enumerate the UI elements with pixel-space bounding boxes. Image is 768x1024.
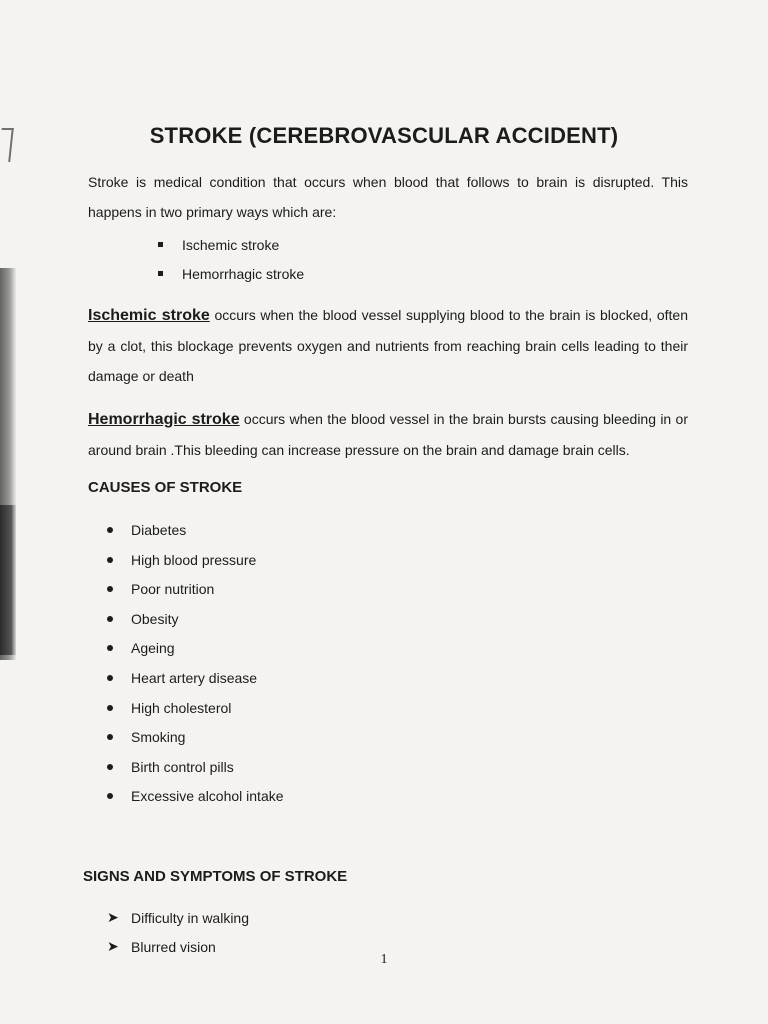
bullet-icon xyxy=(107,527,113,533)
list-item xyxy=(107,522,284,552)
bullet-icon xyxy=(107,675,113,681)
list-item-label: Birth control pills xyxy=(131,758,234,775)
list-item xyxy=(107,910,249,939)
square-bullet-icon xyxy=(158,271,163,276)
list-item xyxy=(107,700,284,730)
list-item-label: Poor nutrition xyxy=(131,581,215,598)
list-item-label: Heart artery disease xyxy=(131,669,258,686)
intro-paragraph: Stroke is medical condition that occurs when blood that follows to brain is disrupted. This happens in two primary ways which are: xyxy=(88,174,688,220)
list-item-label: Excessive alcohol intake xyxy=(131,788,284,805)
list-item-label: High cholesterol xyxy=(131,699,232,716)
bullet-icon xyxy=(107,616,113,622)
list-item xyxy=(107,581,284,611)
list-item-label: Obesity xyxy=(131,610,179,627)
list-item-label: High blood pressure xyxy=(131,551,257,568)
bullet-icon xyxy=(107,793,113,799)
list-item xyxy=(107,788,284,804)
list-item xyxy=(107,552,284,582)
causes-heading: CAUSES OF STROKE xyxy=(88,479,243,496)
list-item xyxy=(107,729,284,759)
ischemic-term: Ischemic stroke xyxy=(88,307,210,324)
list-item-label: Difficulty in walking xyxy=(131,910,250,926)
bullet-icon xyxy=(107,557,113,563)
ischemic-description: occurs when the blood vessel supplying blood to the brain is blocked, often by a clot, this blockage prevents oxygen and nutrients from reaching brain cells leading to their damage or death xyxy=(88,307,688,384)
hemorrhagic-description: occurs when the blood vessel in the brain bursts causing bleeding in or around brain .This bleeding can increase pressure on the brain and damage brain cells. xyxy=(88,411,688,458)
page-number: 1 xyxy=(380,952,388,967)
list-item-label: Blurred vision xyxy=(131,938,216,955)
list-item xyxy=(107,670,284,700)
ischemic-paragraph xyxy=(88,300,688,391)
list-item-label: Diabetes xyxy=(131,522,187,538)
hemorrhagic-paragraph xyxy=(88,404,688,465)
stroke-types-list xyxy=(158,237,304,282)
bullet-icon xyxy=(107,645,113,651)
document-title: STROKE (CEREBROVASCULAR ACCIDENT) xyxy=(149,123,619,148)
list-item-label: Hemorrhagic stroke xyxy=(182,266,305,282)
bullet-icon xyxy=(107,764,113,770)
hemorrhagic-term: Hemorrhagic stroke xyxy=(88,411,240,428)
square-bullet-icon xyxy=(158,242,163,247)
bullet-icon xyxy=(107,586,113,592)
signs-list xyxy=(107,910,249,955)
arrow-right-icon: ➤ xyxy=(107,937,119,954)
list-item-label: Smoking xyxy=(131,729,186,746)
arrow-right-icon: ➤ xyxy=(107,909,119,925)
list-item xyxy=(107,759,284,789)
causes-list xyxy=(107,522,284,804)
bullet-icon xyxy=(107,705,113,711)
list-item-label: Ageing xyxy=(131,640,175,657)
list-item xyxy=(107,611,284,641)
list-item xyxy=(158,237,304,266)
signs-heading: SIGNS AND SYMPTOMS OF STROKE xyxy=(83,868,348,885)
list-item xyxy=(158,266,304,282)
bullet-icon xyxy=(107,734,113,740)
scan-edge-shadow-dark xyxy=(0,505,16,655)
list-item-label: Ischemic stroke xyxy=(182,237,280,253)
list-item xyxy=(107,640,284,670)
